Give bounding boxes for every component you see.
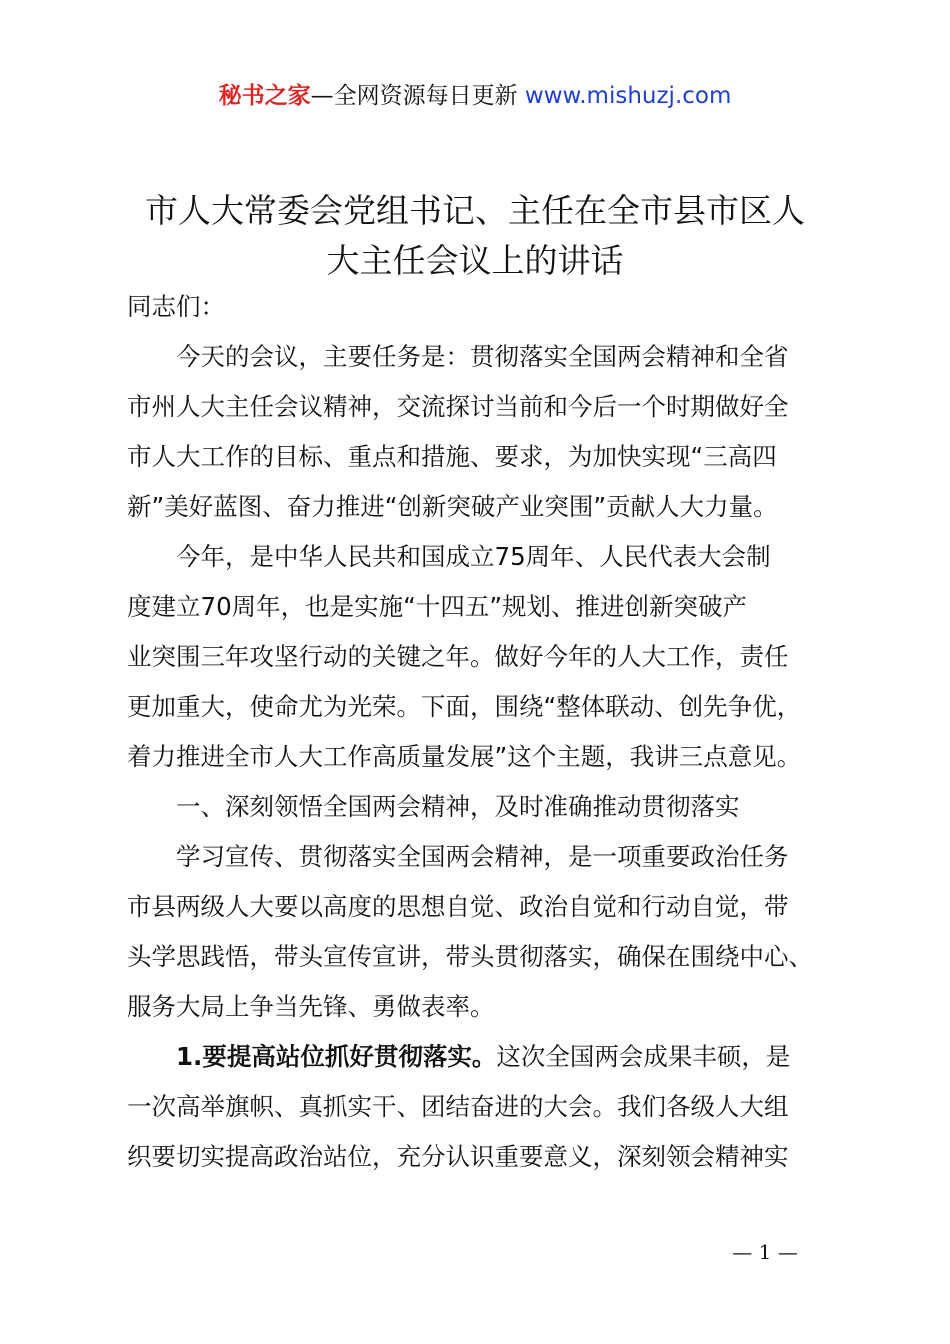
site-header <box>0 80 950 112</box>
paragraph-2-line-1: 今年，是中华人民共和国成立75周年、人民代表大会制 <box>176 542 771 571</box>
document-body <box>127 282 827 1182</box>
paragraph-4-line-1 <box>127 1032 827 1082</box>
paragraph-2-line-4: 更加重大，使命尤为光荣。下面，围绕“整体联动、创先争优， <box>127 692 802 721</box>
paragraph-1-line-3: 市人大工作的目标、重点和措施、要求，为加快实现“三高四 <box>127 442 777 471</box>
paragraph-3-line-1: 学习宣传、贯彻落实全国两会精神，是一项重要政治任务 <box>176 842 789 871</box>
paragraph-3-line-3: 头学思践悟，带头宣传宣讲，带头贯彻落实，确保在围绕中心、 <box>127 942 813 971</box>
paragraph-4-line-1-text: 这次全国两会成果丰硕，是 <box>496 1042 791 1071</box>
paragraph-2-line-3: 业突围三年攻坚行动的关键之年。做好今年的人大工作，责任 <box>127 642 789 671</box>
paragraph-4-line-2: 一次高举旗帜、真抓实干、团结奋进的大会。我们各级人大组 <box>127 1092 789 1121</box>
paragraph-4-line-3: 织要切实提高政治站位，充分认识重要意义，深刻领会精神实 <box>127 1142 789 1171</box>
paragraph-3-line-4: 服务大局上争当先锋、勇做表率。 <box>127 992 495 1021</box>
paragraph-2-line-2: 度建立70周年，也是实施“十四五”规划、推进创新突破产 <box>127 592 748 621</box>
paragraph-2-line-5: 着力推进全市人大工作高质量发展”这个主题，我讲三点意见。 <box>127 742 802 771</box>
header-tagline: —全网资源每日更新 <box>310 83 525 109</box>
site-url-link[interactable]: www.mishuzj.com <box>524 83 732 109</box>
paragraph-1-line-2: 市州人大主任会议精神，交流探讨当前和今后一个时期做好全 <box>127 392 789 421</box>
greeting: 同志们： <box>127 292 225 321</box>
title-line-2: 大主任会议上的讲话 <box>326 241 624 280</box>
brand-name: 秘书之家 <box>218 83 311 109</box>
document-title <box>100 186 850 286</box>
paragraph-1-line-4: 新”美好蓝图、奋力推进“创新突破产业突围”贡献人大力量。 <box>127 492 778 521</box>
section-heading-1: 一、深刻领悟全国两会精神，及时准确推动贯彻落实 <box>176 792 740 821</box>
paragraph-3-line-2: 市县两级人大要以高度的思想自觉、政治自觉和行动自觉，带 <box>127 892 789 921</box>
page-number: — 1 — <box>732 1240 798 1264</box>
paragraph-1-line-1: 今天的会议，主要任务是：贯彻落实全国两会精神和全省 <box>176 342 789 371</box>
title-line-1: 市人大常委会党组书记、主任在全市县市区人 <box>145 191 805 230</box>
subheading-1: 1.要提高站位抓好贯彻落实。 <box>176 1042 497 1071</box>
